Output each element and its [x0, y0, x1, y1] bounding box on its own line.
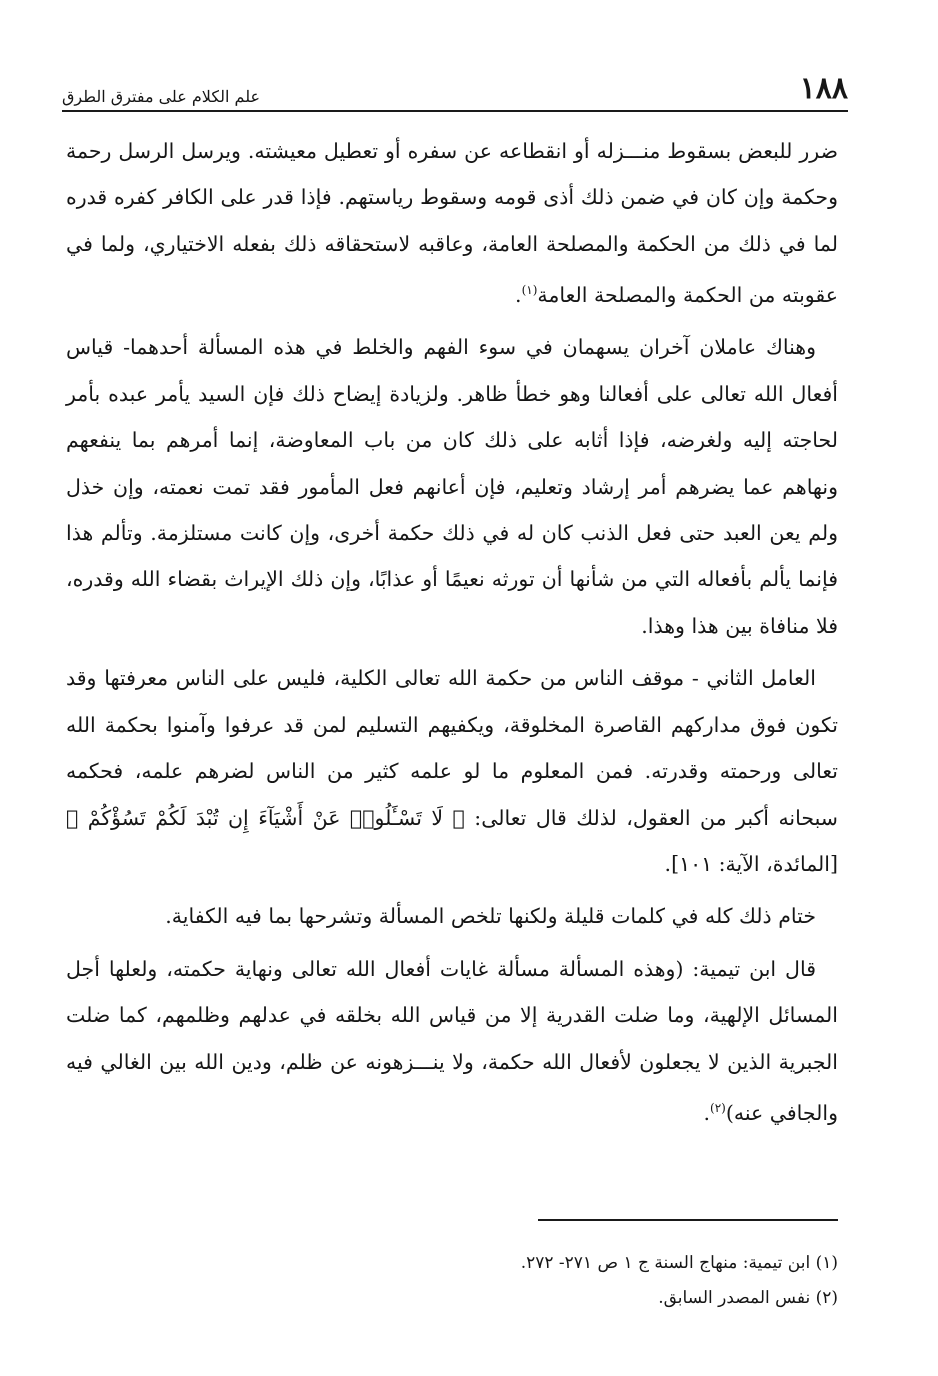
paragraph-4 [66, 893, 838, 939]
footnote-1: (١) ابن تيمية: منهاج السنة ج ١ ص ٢٧١- ٢٧٢. [520, 1253, 838, 1273]
footnote-2: (٢) نفس المصدر السابق. [658, 1288, 838, 1308]
paragraph-3 [66, 655, 838, 887]
quran-verse: ﴿ لَا تَسْـَٔلُوا۟ عَنْ أَشْيَآءَ إِن تُبْدَ لَكُمْ تَسُؤْكُمْ ﴾ [66, 805, 465, 830]
paragraph-1 [66, 128, 838, 318]
footnote-ref-2: (٢) [710, 1100, 726, 1115]
paragraph-5-text: قال ابن تيمية: (وهذه المسألة مسألة غايات أفعال الله تعالى ونهاية حكمته، ولعلها أجل المسائل الإلهية، وما ضلت القدرية إلا من قياس الله بخلقه في عدلهم وظلمهم، كما ضلت الجبرية الذين لا يجعلون لأفعال الله حكمة، ولا ينـــزهونه عن ظلم، ودين الله بين الغالي فيه والجافي عنه) [66, 956, 838, 1125]
paragraph-1-end: . [515, 283, 522, 308]
book-title: علم الكلام على مفترق الطرق [62, 87, 261, 106]
paragraph-3-text: العامل الثاني - موقف الناس من حكمة الله تعالى الكلية، فليس على الناس معرفتها وقد تكون فوق مداركهم القاصرة المخلوقة، ويكفيهم التسليم لمن قد عرفوا وآمنوا بحكمة الله تعالى ورحمته وقدرته. فمن المعلوم ما لو علمه كثير من الناس لضرهم علمه، فحكمه سبحانه أكبر من العقول، لذلك قال تعالى: [66, 666, 838, 830]
verse-reference: [المائدة، الآية: ١٠١]. [664, 851, 838, 876]
footnote-ref-1: (١) [521, 283, 538, 298]
running-header [62, 66, 848, 112]
page-number: ١٨٨ [799, 71, 848, 106]
body-text [66, 128, 838, 1142]
footnote-separator [538, 1219, 838, 1221]
paragraph-2 [66, 324, 838, 649]
paragraph-5-end: . [703, 1100, 711, 1125]
paragraph-5 [66, 946, 838, 1136]
paragraph-2-text: وهناك عاملان آخران يسهمان في سوء الفهم والخلط في هذه المسألة أحدهما- قياس أفعال الله تعالى على أفعالنا وهو خطأ ظاهر. ولزيادة إيضاح ذلك فإن السيد يأمر عبده بأمر لحاجته إليه ولغرضه، فإذا أثابه على ذلك كان من باب المعاوضة، إنما أمرهم بما ينفعهم ونهاهم عما يضرهم أمر إرشاد وتعليم، فإن أعانهم فعل المأمور فقد تمت نعمته، وإن خذل ولم يعن العبد حتى فعل الذنب كان له في ذلك حكمة أخرى، وإن كانت مستلزمة. وتألم هذا فإنما يألم بأفعاله التي من شأنها أن تورثه نعيمًا أو عذابًا، وإن ذلك الإيراث بقضاء الله وقدره، فلا منافاة بين هذا وهذا. [66, 335, 838, 638]
footnotes [66, 1246, 838, 1316]
paragraph-4-text: ختام ذلك كله في كلمات قليلة ولكنها تلخص المسألة وتشرحها بما فيه الكفاية. [165, 904, 816, 929]
paragraph-1-text: ضرر للبعض بسقوط منـــزله أو انقطاعه عن سفره أو تعطيل معيشته. ويرسل الرسل رحمة وحكمة وإن كان في ضمن ذلك أذى قومه وسقوط رياستهم. فإذا قدر على الكافر كفره قدره لما في ذلك من الحكمة والمصلحة العامة، وعاقبه لاستحقاقه ذلك بفعله الاختياري، ولما في عقوبته من الحكمة والمصلحة العامة [66, 139, 838, 308]
